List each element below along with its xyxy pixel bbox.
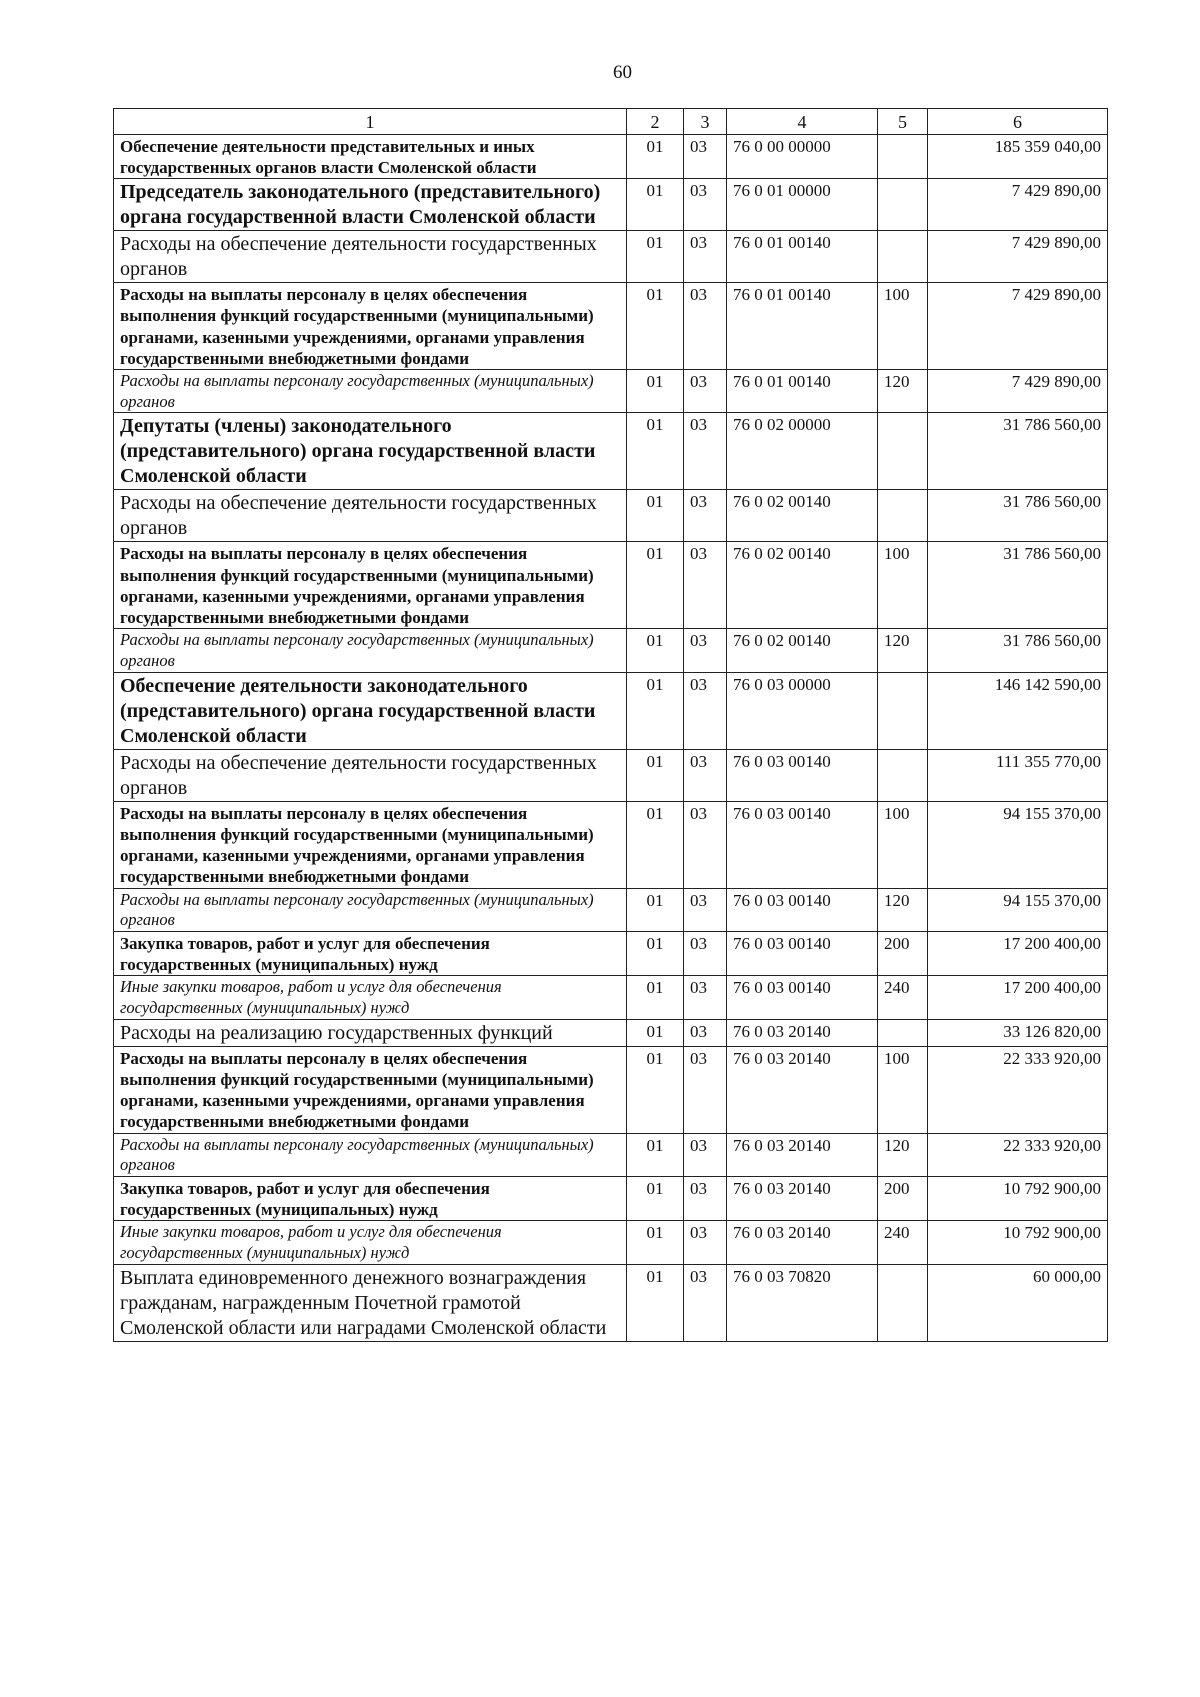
subsection-code-cell: 03 (684, 370, 727, 413)
subsection-code-cell: 03 (684, 1264, 727, 1341)
section-code-cell: 01 (627, 370, 684, 413)
expense-type-cell (878, 749, 928, 801)
target-article-cell: 76 0 03 00140 (727, 749, 878, 801)
item-name-cell: Закупка товаров, работ и услуг для обеспечения государственных (муниципальных) нужд (114, 931, 627, 976)
target-article-cell: 76 0 02 00140 (727, 490, 878, 542)
subsection-code-cell: 03 (684, 976, 727, 1019)
subsection-code-cell: 03 (684, 1019, 727, 1046)
target-article-cell: 76 0 01 00140 (727, 370, 878, 413)
section-code-cell: 01 (627, 542, 684, 629)
target-article-cell: 76 0 02 00140 (727, 629, 878, 672)
expense-type-cell: 100 (878, 283, 928, 370)
item-name-cell: Расходы на выплаты персоналу государственных (муниципальных) органов (114, 1133, 627, 1176)
amount-cell: 185 359 040,00 (928, 134, 1108, 179)
expense-type-cell (878, 231, 928, 283)
item-name-cell: Расходы на выплаты персоналу в целях обеспечения выполнения функций государственными (муниципальными) органами, казенными учреждениями, органами управления государственными внебюджетными фондами (114, 283, 627, 370)
expense-type-cell: 120 (878, 629, 928, 672)
table-row (114, 629, 1108, 672)
item-name-cell: Иные закупки товаров, работ и услуг для обеспечения государственных (муниципальных) нужд (114, 1221, 627, 1264)
target-article-cell: 76 0 03 20140 (727, 1019, 878, 1046)
table-row (114, 283, 1108, 370)
amount-cell: 7 429 890,00 (928, 370, 1108, 413)
column-header: 4 (727, 109, 878, 135)
expense-type-cell (878, 179, 928, 231)
expense-type-cell (878, 1019, 928, 1046)
item-name-cell: Иные закупки товаров, работ и услуг для обеспечения государственных (муниципальных) нужд (114, 976, 627, 1019)
amount-cell: 7 429 890,00 (928, 179, 1108, 231)
amount-cell: 31 786 560,00 (928, 629, 1108, 672)
target-article-cell: 76 0 03 20140 (727, 1046, 878, 1133)
subsection-code-cell: 03 (684, 801, 727, 888)
amount-cell: 94 155 370,00 (928, 888, 1108, 931)
item-name-cell: Расходы на выплаты персоналу в целях обеспечения выполнения функций государственными (муниципальными) органами, казенными учреждениями, органами управления государственными внебюджетными фондами (114, 1046, 627, 1133)
section-code-cell: 01 (627, 888, 684, 931)
expense-type-cell: 100 (878, 542, 928, 629)
amount-cell: 33 126 820,00 (928, 1019, 1108, 1046)
section-code-cell: 01 (627, 231, 684, 283)
table-row (114, 749, 1108, 801)
target-article-cell: 76 0 01 00140 (727, 231, 878, 283)
section-code-cell: 01 (627, 801, 684, 888)
item-name-cell: Закупка товаров, работ и услуг для обеспечения государственных (муниципальных) нужд (114, 1176, 627, 1221)
section-code-cell: 01 (627, 413, 684, 490)
column-header: 6 (928, 109, 1108, 135)
amount-cell: 111 355 770,00 (928, 749, 1108, 801)
amount-cell: 60 000,00 (928, 1264, 1108, 1341)
target-article-cell: 76 0 02 00140 (727, 542, 878, 629)
item-name-cell: Расходы на выплаты персоналу в целях обеспечения выполнения функций государственными (муниципальными) органами, казенными учреждениями, органами управления государственными внебюджетными фондами (114, 801, 627, 888)
section-code-cell: 01 (627, 490, 684, 542)
amount-cell: 94 155 370,00 (928, 801, 1108, 888)
column-header: 1 (114, 109, 627, 135)
amount-cell: 10 792 900,00 (928, 1176, 1108, 1221)
item-name-cell: Депутаты (члены) законодательного (представительного) органа государственной власти Смоленской области (114, 413, 627, 490)
expense-type-cell: 120 (878, 370, 928, 413)
target-article-cell: 76 0 03 00140 (727, 931, 878, 976)
table-row (114, 1221, 1108, 1264)
expense-type-cell: 240 (878, 1221, 928, 1264)
subsection-code-cell: 03 (684, 888, 727, 931)
subsection-code-cell: 03 (684, 231, 727, 283)
subsection-code-cell: 03 (684, 749, 727, 801)
budget-table (113, 108, 1108, 1342)
section-code-cell: 01 (627, 179, 684, 231)
section-code-cell: 01 (627, 629, 684, 672)
table-row (114, 1264, 1108, 1341)
column-header: 2 (627, 109, 684, 135)
expense-type-cell: 240 (878, 976, 928, 1019)
item-name-cell: Расходы на выплаты персоналу государственных (муниципальных) органов (114, 370, 627, 413)
table-row (114, 179, 1108, 231)
target-article-cell: 76 0 03 00000 (727, 672, 878, 749)
expense-type-cell: 100 (878, 1046, 928, 1133)
amount-cell: 31 786 560,00 (928, 490, 1108, 542)
target-article-cell: 76 0 01 00000 (727, 179, 878, 231)
item-name-cell: Расходы на обеспечение деятельности государственных органов (114, 490, 627, 542)
subsection-code-cell: 03 (684, 1046, 727, 1133)
column-header-row (114, 109, 1108, 135)
item-name-cell: Расходы на выплаты персоналу в целях обеспечения выполнения функций государственными (муниципальными) органами, казенными учреждениями, органами управления государственными внебюджетными фондами (114, 542, 627, 629)
section-code-cell: 01 (627, 931, 684, 976)
subsection-code-cell: 03 (684, 629, 727, 672)
section-code-cell: 01 (627, 1221, 684, 1264)
amount-cell: 7 429 890,00 (928, 283, 1108, 370)
column-header: 3 (684, 109, 727, 135)
item-name-cell: Расходы на обеспечение деятельности государственных органов (114, 749, 627, 801)
table-row (114, 542, 1108, 629)
subsection-code-cell: 03 (684, 1133, 727, 1176)
table-body (114, 109, 1108, 1342)
section-code-cell: 01 (627, 1019, 684, 1046)
amount-cell: 22 333 920,00 (928, 1133, 1108, 1176)
table-row (114, 134, 1108, 179)
subsection-code-cell: 03 (684, 179, 727, 231)
expense-type-cell: 200 (878, 1176, 928, 1221)
table-row (114, 1019, 1108, 1046)
subsection-code-cell: 03 (684, 931, 727, 976)
subsection-code-cell: 03 (684, 413, 727, 490)
expense-type-cell (878, 1264, 928, 1341)
table-row (114, 413, 1108, 490)
expense-type-cell: 120 (878, 1133, 928, 1176)
expense-type-cell (878, 672, 928, 749)
amount-cell: 17 200 400,00 (928, 976, 1108, 1019)
item-name-cell: Обеспечение деятельности представительных и иных государственных органов власти Смоленской области (114, 134, 627, 179)
table-row (114, 1046, 1108, 1133)
amount-cell: 10 792 900,00 (928, 1221, 1108, 1264)
amount-cell: 146 142 590,00 (928, 672, 1108, 749)
target-article-cell: 76 0 01 00140 (727, 283, 878, 370)
section-code-cell: 01 (627, 1133, 684, 1176)
item-name-cell: Председатель законодательного (представительного) органа государственной власти Смоленской области (114, 179, 627, 231)
target-article-cell: 76 0 02 00000 (727, 413, 878, 490)
table-row (114, 672, 1108, 749)
section-code-cell: 01 (627, 749, 684, 801)
table-row (114, 976, 1108, 1019)
target-article-cell: 76 0 03 00140 (727, 976, 878, 1019)
item-name-cell: Расходы на реализацию государственных функций (114, 1019, 627, 1046)
item-name-cell: Выплата единовременного денежного вознаграждения гражданам, награжденным Почетной грамотой Смоленской области или наградами Смоленской области (114, 1264, 627, 1341)
table-row (114, 490, 1108, 542)
section-code-cell: 01 (627, 283, 684, 370)
amount-cell: 22 333 920,00 (928, 1046, 1108, 1133)
target-article-cell: 76 0 03 70820 (727, 1264, 878, 1341)
subsection-code-cell: 03 (684, 1176, 727, 1221)
section-code-cell: 01 (627, 1176, 684, 1221)
amount-cell: 7 429 890,00 (928, 231, 1108, 283)
expense-type-cell (878, 490, 928, 542)
section-code-cell: 01 (627, 134, 684, 179)
section-code-cell: 01 (627, 1264, 684, 1341)
item-name-cell: Расходы на выплаты персоналу государственных (муниципальных) органов (114, 629, 627, 672)
target-article-cell: 76 0 03 00140 (727, 801, 878, 888)
table-row (114, 1133, 1108, 1176)
amount-cell: 31 786 560,00 (928, 413, 1108, 490)
target-article-cell: 76 0 00 00000 (727, 134, 878, 179)
table-row (114, 888, 1108, 931)
expense-type-cell (878, 134, 928, 179)
target-article-cell: 76 0 03 20140 (727, 1176, 878, 1221)
subsection-code-cell: 03 (684, 490, 727, 542)
expense-type-cell (878, 413, 928, 490)
item-name-cell: Расходы на обеспечение деятельности государственных органов (114, 231, 627, 283)
item-name-cell: Обеспечение деятельности законодательного (представительного) органа государственной власти Смоленской области (114, 672, 627, 749)
amount-cell: 17 200 400,00 (928, 931, 1108, 976)
target-article-cell: 76 0 03 00140 (727, 888, 878, 931)
section-code-cell: 01 (627, 976, 684, 1019)
subsection-code-cell: 03 (684, 542, 727, 629)
expense-type-cell: 100 (878, 801, 928, 888)
expense-type-cell: 200 (878, 931, 928, 976)
table-row (114, 931, 1108, 976)
section-code-cell: 01 (627, 672, 684, 749)
section-code-cell: 01 (627, 1046, 684, 1133)
target-article-cell: 76 0 03 20140 (727, 1221, 878, 1264)
subsection-code-cell: 03 (684, 1221, 727, 1264)
item-name-cell: Расходы на выплаты персоналу государственных (муниципальных) органов (114, 888, 627, 931)
table-row (114, 801, 1108, 888)
page-number: 60 (613, 62, 632, 83)
expense-type-cell: 120 (878, 888, 928, 931)
subsection-code-cell: 03 (684, 672, 727, 749)
table-row (114, 231, 1108, 283)
amount-cell: 31 786 560,00 (928, 542, 1108, 629)
target-article-cell: 76 0 03 20140 (727, 1133, 878, 1176)
table-row (114, 370, 1108, 413)
column-header: 5 (878, 109, 928, 135)
subsection-code-cell: 03 (684, 134, 727, 179)
table-row (114, 1176, 1108, 1221)
subsection-code-cell: 03 (684, 283, 727, 370)
